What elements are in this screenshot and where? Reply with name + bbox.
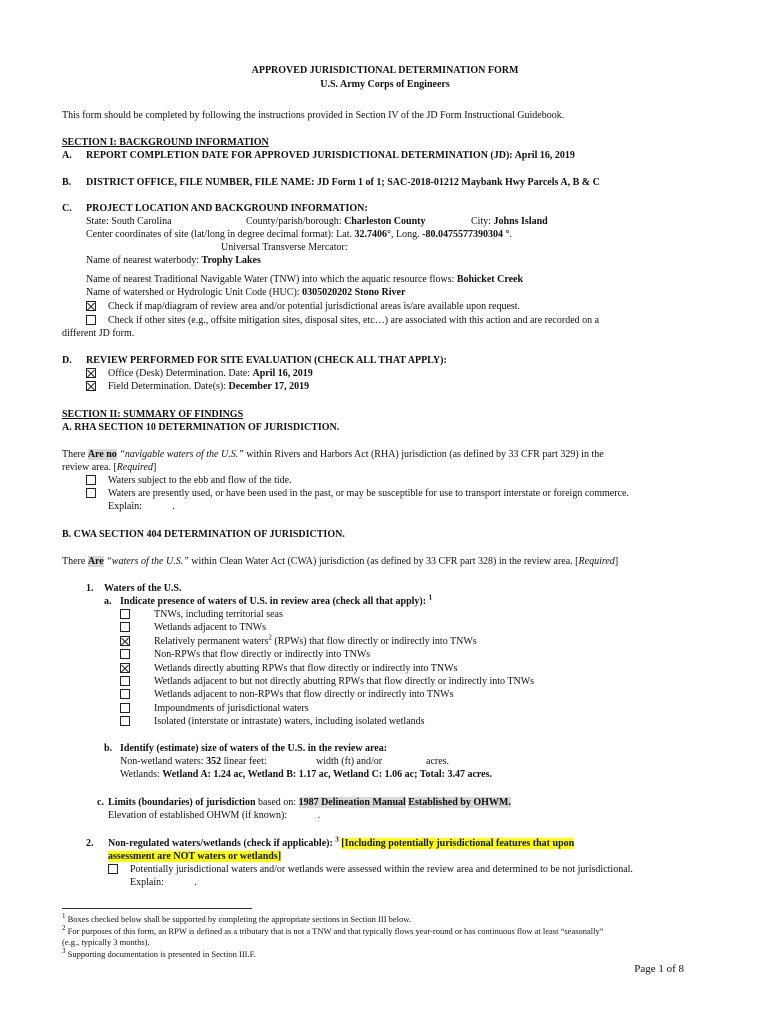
waters-checkbox[interactable] (120, 622, 130, 632)
ohwm-line (108, 809, 320, 822)
footnote-1 (62, 914, 411, 925)
rha-italic: “navigable waters of the U.S.” (119, 449, 244, 460)
w2-explain-label: Explain: (130, 877, 164, 888)
waters-checkbox[interactable] (120, 663, 130, 673)
cwa-required: Required (578, 556, 615, 567)
section1-a-text: REPORT COMPLETION DATE FOR APPROVED JURISDICTIONAL DETERMINATION (JD): April 16, 2019 (86, 150, 575, 161)
footnote-3-text: Supporting documentation is presented in Section III.F. (67, 949, 256, 959)
w1c-line (108, 796, 511, 809)
footnote-2-num: 2 (62, 924, 66, 933)
waterbody-line (86, 254, 261, 267)
map-available-checkbox[interactable] (86, 301, 96, 311)
waters-us-title: Waters of the U.S. (104, 583, 182, 594)
nonwet-rest: linear feet: (223, 756, 267, 767)
w1a-label: a. (104, 596, 112, 607)
huc-label: Name of watershed or Hydrologic Unit Code (HUC): (86, 287, 300, 298)
field-label: Field Determination. Date(s): (108, 381, 227, 392)
checklist-label-text: Relatively permanent waters (154, 636, 269, 647)
waters-checkbox[interactable] (120, 649, 130, 659)
section2-heading: SECTION II: SUMMARY OF FINDINGS (62, 409, 244, 420)
field-determination-line (108, 380, 309, 393)
county-label: County/parish/borough: (246, 216, 342, 227)
rha-determination-select[interactable]: Are no (87, 449, 117, 460)
cwa-rest: within Clean Water Act (CWA) jurisdiction (as defined by 33 CFR part 328) in the review area. [ (191, 556, 579, 567)
nonwet-label: Non-wetland waters: (120, 756, 204, 767)
section1-c-label: C. (62, 203, 72, 214)
waters-checkbox-label (154, 621, 266, 634)
acres-label: acres. (426, 756, 450, 767)
rha-explain-dot: . (172, 501, 175, 512)
form-subtitle: U.S. Army Corps of Engineers (320, 79, 450, 90)
waters-checkbox-label (154, 608, 283, 621)
waters-checkbox-label (154, 675, 534, 688)
ebb-flow-label: Waters subject to the ebb and flow of the tide. (108, 475, 292, 486)
rha-sentence (62, 448, 604, 461)
form-title: APPROVED JURISDICTIONAL DETERMINATION FORM (251, 65, 519, 76)
long-label: , Long. (391, 229, 420, 240)
lat-value: 32.7406° (354, 229, 392, 240)
rha-line2-end: ] (152, 462, 157, 473)
checklist-label-text: Isolated (interstate or intrastate) waters, including isolated wetlands (154, 716, 425, 727)
footnote-3-num: 3 (62, 947, 66, 956)
w2-line (108, 837, 574, 850)
waters-checkbox[interactable] (120, 703, 130, 713)
waters-checkbox[interactable] (120, 716, 130, 726)
ohwm-dot: . (317, 810, 321, 821)
office-label: Office (Desk) Determination. Date: (108, 368, 250, 379)
tnw-label: Name of nearest Traditional Navigable Water (TNW) into which the aquatic resource flows: (86, 274, 455, 285)
w1a-text: Indicate presence of waters of U.S. in review area (check all that apply): (120, 596, 427, 607)
wetlands-line (120, 768, 492, 781)
wetlands-value: Wetland A: 1.24 ac, Wetland B: 1.17 ac, Wetland C: 1.06 ac; Total: 3.47 acres. (162, 769, 492, 780)
tnw-line (86, 273, 523, 286)
footnote-1-num: 1 (62, 912, 66, 921)
waterbody-value: Trophy Lakes (201, 255, 261, 266)
state-label: State: South Carolina (86, 216, 172, 227)
w2-highlight-2: assessment are NOT waters or wetlands] (108, 851, 282, 862)
rha-required: Required (116, 462, 153, 473)
section1-d-text: REVIEW PERFORMED FOR SITE EVALUATION (CHECK ALL THAT APPLY): (86, 355, 447, 366)
checklist-label-text: Wetlands directly abutting RPWs that flow directly or indirectly into TNWs (154, 663, 458, 674)
w1a-footnote-ref: 1 (428, 593, 433, 602)
section1-heading: SECTION I: BACKGROUND INFORMATION (62, 137, 269, 148)
ohwm-select[interactable]: Established by OHWM. (408, 797, 511, 808)
w2-num: 2. (86, 838, 94, 849)
commerce-label: Waters are presently used, or have been used in the past, or may be susceptible for use to transport interstate or foreign commerce. (108, 488, 629, 499)
ebb-flow-checkbox[interactable] (86, 475, 96, 485)
section1-b-text: DISTRICT OFFICE, FILE NUMBER, FILE NAME: JD Form 1 of 1; SAC-2018-01212 Maybank Hwy Parcels A, B & C (86, 177, 600, 188)
checklist-label-text: Non-RPWs that flow directly or indirectly into TNWs (154, 649, 371, 660)
w2-line2 (108, 850, 281, 863)
w1b-text: Identify (estimate) size of waters of the U.S. in the review area: (120, 743, 388, 754)
footnote-divider (62, 908, 252, 909)
waters-checkbox-label (154, 715, 424, 728)
width-label: width (ft) and/or (316, 756, 383, 767)
non-jurisdictional-checkbox[interactable] (108, 864, 118, 874)
checklist-label-text: Wetlands adjacent to but not directly abutting RPWs that flow directly or indirectly into TNWs (154, 676, 535, 687)
w2-highlight-1: [Including potentially jurisdictional features that upon (341, 838, 575, 849)
delineation-manual-select[interactable]: 1987 Delineation Manual (298, 797, 406, 808)
field-determination-checkbox[interactable] (86, 381, 96, 391)
office-date: April 16, 2019 (252, 368, 313, 379)
nonwetland-line (120, 755, 267, 768)
other-sites-label-cont: different JD form. (62, 328, 135, 339)
section1-d-label: D. (62, 355, 72, 366)
waters-checkbox[interactable] (120, 676, 130, 686)
checklist-label-text: Wetlands adjacent to non-RPWs that flow directly or indirectly into TNWs (154, 689, 454, 700)
cwa-sentence (62, 555, 618, 568)
city-value: Johns Island (493, 216, 548, 227)
commerce-checkbox[interactable] (86, 488, 96, 498)
office-determination-checkbox[interactable] (86, 368, 96, 378)
non-jurisdictional-label: Potentially jurisdictional waters and/or wetlands were assessed within the review area and determined to be not jurisdictional. (130, 864, 633, 875)
checklist-label-text: Wetlands adjacent to TNWs (154, 622, 267, 633)
cwa-end: ] (614, 556, 619, 567)
w1a-text-line (120, 595, 432, 608)
nonwet-value: 352 (206, 756, 222, 767)
w1c-text: Limits (boundaries) of jurisdiction (108, 797, 256, 808)
waterbody-label: Name of nearest waterbody: (86, 255, 200, 266)
coords-label: Center coordinates of site (lat/long in degree decimal format): Lat. (86, 229, 353, 240)
checklist-footnote-ref: 2 (268, 633, 272, 642)
waters-checkbox[interactable] (120, 609, 130, 619)
w2-explain-dot: . (194, 877, 197, 888)
huc-value: 0305020202 Stono River (302, 287, 406, 298)
county-value: Charleston County (344, 216, 426, 227)
other-sites-label: Check if other sites (e.g., offsite mitigation sites, disposal sites, etc…) are associated with this action and are recorded on a (108, 315, 600, 326)
rha-explain (108, 500, 175, 513)
w1c-based: based on: (258, 797, 297, 808)
checklist-label-text: Impoundments of jurisdictional waters (154, 703, 309, 714)
rha-heading: A. RHA SECTION 10 DETERMINATION OF JURISDICTION. (62, 422, 340, 433)
tnw-value: Bohicket Creek (456, 274, 524, 285)
city-label: City: (471, 216, 492, 227)
waters-checkbox-label (154, 688, 454, 701)
long-value: -80.0475577390304 ° (422, 229, 510, 240)
cwa-determination-select[interactable]: Are (87, 556, 104, 567)
footnote-3 (62, 949, 256, 960)
waters-checkbox-label (154, 648, 370, 661)
cwa-there: There (62, 556, 86, 567)
checklist-label-rest: (RPWs) that flow directly or indirectly into TNWs (271, 636, 477, 647)
office-determination-line (108, 367, 313, 380)
other-sites-checkbox[interactable] (86, 315, 96, 325)
field-date: December 17, 2019 (228, 381, 310, 392)
w1c-label: c. (97, 797, 104, 808)
map-available-label: Check if map/diagram of review area and/or potential jurisdictional areas is/are available upon request. (108, 301, 521, 312)
page-number: Page 1 of 8 (634, 963, 684, 975)
waters-checkbox[interactable] (120, 689, 130, 699)
section1-a-label: A. (62, 150, 72, 161)
footnote-1-text: Boxes checked below shall be supported by completing the appropriate sections in Section III below. (67, 914, 411, 924)
footnote-2-cont: (e.g., typically 3 months). (62, 937, 150, 947)
w2-title: Non-regulated waters/wetlands (check if applicable): (108, 838, 333, 849)
waters-checkbox-label (154, 662, 457, 675)
coordinates-line: Center coordinates of site (lat/long in degree decimal format): Lat. 32.7406°, Long. -80.0475577390304 °. (86, 229, 512, 240)
footnote-2-text: For purposes of this form, an RPW is defined as a tributary that is not a TNW and that typically flows year-round or has continuous flow at least “seasonally” (67, 926, 604, 936)
waters-checkbox-label (154, 702, 309, 715)
section1-c-text: PROJECT LOCATION AND BACKGROUND INFORMATION: (86, 203, 368, 214)
checklist-label-text: TNWs, including territorial seas (154, 609, 283, 620)
cwa-italic: “waters of the U.S.” (106, 556, 189, 567)
waters-checkbox[interactable] (120, 636, 130, 646)
waters-checkbox-label (154, 635, 477, 648)
utm-label: Universal Transverse Mercator: (221, 242, 348, 253)
w2-footnote-ref: 3 (335, 835, 339, 844)
rha-line2: review area. [ (62, 462, 117, 473)
section1-b-label: B. (62, 177, 72, 188)
huc-line (86, 286, 405, 299)
w1b-label: b. (104, 743, 113, 754)
wetlands-label: Wetlands: (120, 769, 160, 780)
waters-us-num: 1. (86, 583, 94, 594)
city-field (471, 215, 548, 228)
rha-explain-label: Explain: (108, 501, 142, 512)
rha-rest: within Rivers and Harbors Act (RHA) jurisdiction (as defined by 33 CFR part 329) in the (246, 449, 604, 460)
footnote-2 (62, 926, 604, 937)
intro-text: This form should be completed by following the instructions provided in Section IV of the JD Form Instructional Guidebook. (62, 110, 565, 121)
rha-sentence-cont (62, 461, 156, 474)
rha-there: There (62, 449, 86, 460)
ohwm-label: Elevation of established OHWM (if known): (108, 810, 288, 821)
county-field (246, 215, 425, 228)
w2-explain (130, 876, 197, 889)
cwa-heading: B. CWA SECTION 404 DETERMINATION OF JURISDICTION. (62, 529, 345, 540)
